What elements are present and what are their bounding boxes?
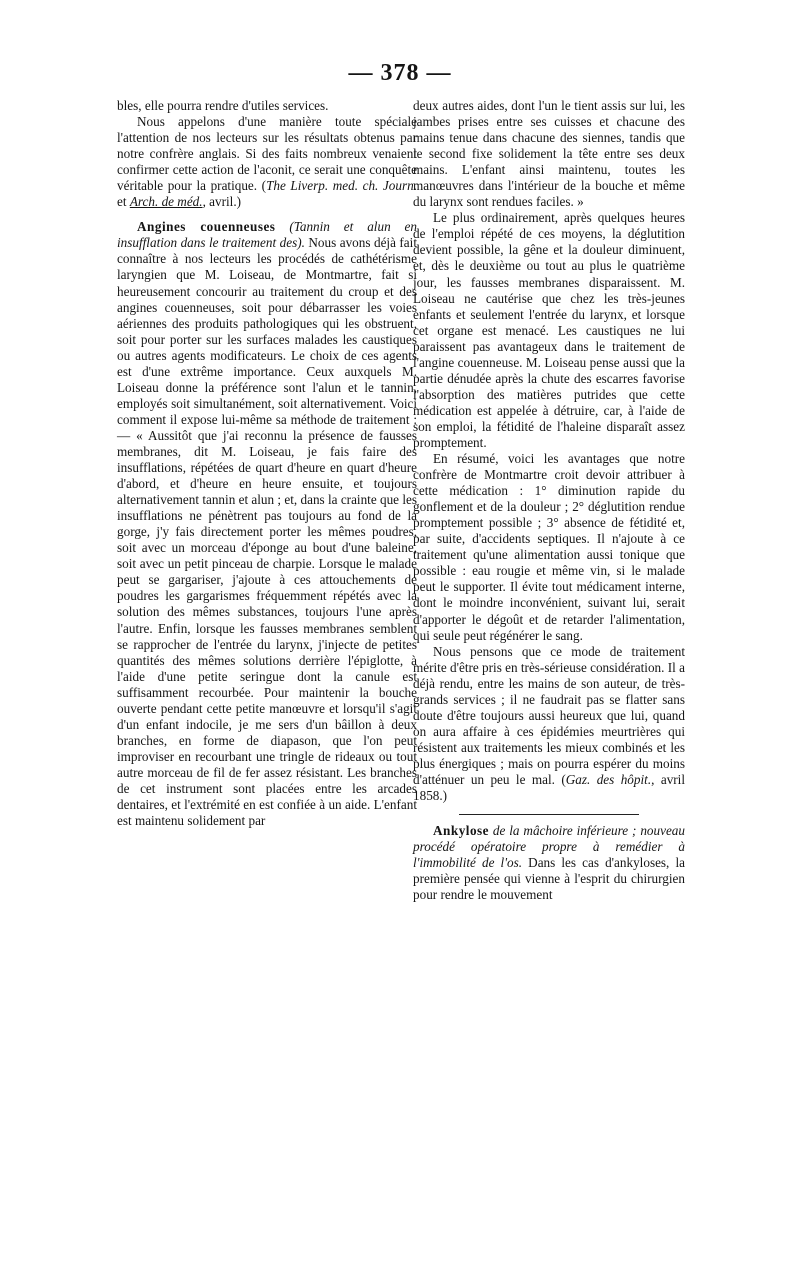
section-heading-ankylose: Ankylose bbox=[433, 823, 490, 839]
journal-reference-gaz: Gaz. des hôpit. bbox=[565, 771, 652, 787]
page-number: — 378 — bbox=[348, 60, 452, 86]
section-divider bbox=[459, 814, 639, 815]
paragraph-aconit bbox=[117, 114, 417, 210]
journal-reference-2: Arch. de méd. bbox=[129, 194, 203, 210]
section-heading-angines: Angines couenneuses bbox=[137, 219, 276, 235]
section-body-ankylose: Dans les cas d'ankyloses, la première pensée qui vienne à l'esprit du chirurgien pour rendre le mouvement bbox=[413, 855, 685, 903]
section-ankylose bbox=[413, 823, 685, 903]
paragraph-text: Nous appelons d'une manière toute spéciale l'attention de nos lecteurs sur les résultats obtenus par notre confrère anglais. Si des faits nombreux venaient confirmer cette action de l'aconit, ce serait une conquête véritable pour la pratique. ( bbox=[117, 114, 417, 194]
section-angines bbox=[117, 219, 417, 829]
section-gap bbox=[117, 210, 417, 219]
reference-end: , avril.) bbox=[202, 194, 242, 210]
paragraph-resume: En résumé, voici les avantages que notre confrère de Montmartre croit devoir attribuer à cette médication : 1° diminution rapide du gonflement et de la douleur ; 2° déglutition rendue promptement possible ; 3° absence de fétidité et, par suite, d'accidents septiques. Il n'ajoute à ce traitement qu'une alimentation aussi tonique que possible : eau rougie et même vin, si le malade peut le supporter. Il évite tout médicament interne, dont le moindre inconvénient, suivant lui, serait d'apporter le dégoût et de retarder l'alimentation, qui seule peut régénérer le sang. bbox=[413, 451, 685, 643]
paragraph-continuation-right: deux autres aides, dont l'un le tient assis sur lui, les jambes prises entre ses cuisses et chacune des mains tenue dans chacune des siennes, tandis que le second fixe solidement la tête entre ses deux mains. L'enfant ainsi maintenu, toutes les manœuvres dans l'intérieur de la bouche et même du larynx sont rendues faciles. » bbox=[413, 98, 685, 210]
journal-reference: The Liverp. med. ch. Journ. bbox=[266, 178, 417, 194]
left-column bbox=[117, 98, 417, 829]
section-subtitle-angines: (Tannin et alun en insufflation dans le traitement des). bbox=[117, 219, 418, 251]
section-body-angines: Nous avons déjà fait connaître à nos lecteurs les procédés de cathétérisme laryngien que M. Loiseau, de Montmartre, fait si heureusement concourir au traitement du croup et des angines couenneuses, soit pour débarrasser les voies aériennes des produits pathologiques qui les obstruent, soit pour porter sur les surfaces malades les caustiques ou autres agents modificateurs. Le choix de ces agents est d'une extrême importance. Ceux auxquels M. Loiseau donne la préférence sont l'alun et le tannin, employés soit simultanément, soit alternativement. Voici comment il expose lui-même sa méthode de traitement : — « Aussitôt que j'ai reconnu la présence de fausses membranes, dit M. Loiseau, je fais faire des insufflations, répétées de quart d'heure en quart d'heure d'abord, et d'heure en heure ensuite, et toujours alternativement tannin et alun ; et, dans la crainte que les insufflations ne pénètrent pas toujours au fond de la gorge, j'y fais directement porter les mêmes poudres, soit avec un morceau d'éponge au bout d'une baleine, soit avec un petit pinceau de charpie. Lorsque le malade peut se gargariser, j'ajoute à ces attouchements de poudres les gargarismes fréquemment répétés avec la solution des mêmes substances, toujours l'une après l'autre. Enfin, lorsque les fausses membranes semblent se rapprocher de l'entrée du larynx, j'injecte de petites quantités des mêmes solutions derrière l'épiglotte, à l'aide d'une petite seringue dont la canule est suffisamment recourbée. Pour maintenir la bouche ouverte pendant cette petite manœuvre et lorsqu'il s'agit d'un enfant indocile, je me sers d'un bâillon à deux branches, en forme de diapason, que l'on peut improviser en recourbant une tringle de rideaux ou tout autre morceau de fil de fer assez résistant. Les branches de cet instrument sont placées entre les arcades dentaires, et l'extrémité en est confiée à un aide. L'enfant est maintenu solidement par bbox=[117, 235, 417, 829]
reference-connector: et bbox=[117, 194, 130, 210]
right-column bbox=[413, 98, 685, 903]
reference-end: , avril 1858.) bbox=[413, 771, 686, 804]
paragraph-ordinairement: Le plus ordinairement, après quelques heures de l'emploi répété de ces moyens, la déglutition devient possible, la gêne et la douleur diminuent, et, dès le deuxième ou tout au plus le quatrième jour, les fausses membranes disparaissent. M. Loiseau ne cautérise que chez les très-jeunes enfants et seulement l'entrée du larynx, et lorsque cet organe est menacé. Les caustiques ne lui paraissent pas avantageux dans le traitement de l'angine couenneuse. M. Loiseau pense aussi que la partie dénudée après la chute des escarres favorise l'absorption des matières putrides que cette médication est appelée à détruire, car, à l'aide de son emploi, la fétidité de l'haleine disparaît assez promptement. bbox=[413, 210, 685, 450]
section-subtitle-ankylose: de la mâchoire inférieure ; nouveau procédé opératoire propre à remédier à l'immobilité de l'os. bbox=[413, 823, 685, 871]
paragraph-text: Nous pensons que ce mode de traitement mérite d'être pris en très-sérieuse considération. Il a déjà rendu, entre les mains de son auteur, de très-grands services ; il ne faudrait pas se flatter sans doute d'être toujours aussi heureux que lui, quand on aura affaire à ces épidémies meurtrières qui résistent aux traitements les mieux combinés et les plus énergiques ; mais on pourra espérer du moins d'atténuer un peu le mal. ( bbox=[413, 643, 685, 787]
paragraph-conclusion bbox=[413, 644, 685, 804]
paragraph-continuation: bles, elle pourra rendre d'utiles services. bbox=[117, 98, 329, 113]
